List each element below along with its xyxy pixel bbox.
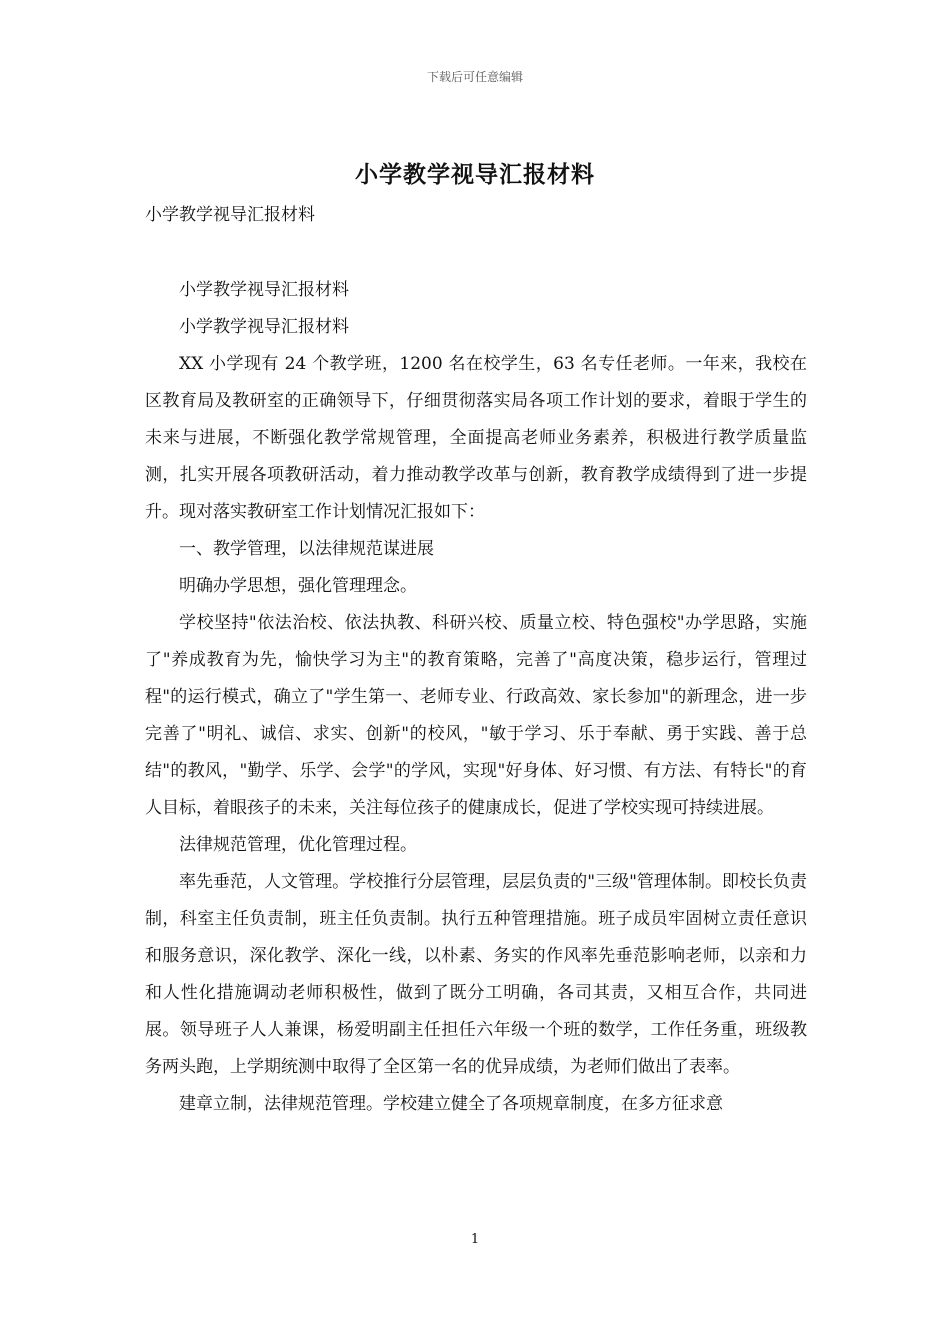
document-body [145, 272, 807, 1123]
section-heading: 一、教学管理，以法律规范谋进展 [179, 539, 434, 559]
header-note: 下载后可任意编辑 [426, 70, 523, 84]
page-number: 1 [470, 1232, 480, 1247]
sub-heading: 法律规范管理，优化管理过程。 [179, 835, 417, 855]
paragraph: 学校坚持"依法治校、依法执教、科研兴校、质量立校、特色强校"办学思路，实施了"养成教育为先，愉快学习为主"的教育策略，完善了"高度决策，稳步运行，管理过程"的运行模式，确立了"学生第一、老师专业、行政高效、家长参加"的新理念，进一步完善了"明礼、诚信、求实、创新"的校风，"敏于学习、乐于奉献、勇于实践、善于总结"的教风，"勤学、乐学、会学"的学风，实现"好身体、好习惯、有方法、有特长"的育人目标，着眼孩子的未来，关注每位孩子的健康成长，促进了学校实现可持续进展。 [145, 613, 807, 818]
paragraph: XX 小学现有 24 个教学班，1200 名在校学生，63 名专任老师。一年来，我校在区教育局及教研室的正确领导下，仔细贯彻落实局各项工作计划的要求，着眼于学生的未来与进展，不断强化教学常规管理，全面提高老师业务素养，积极进行教学质量监测，扎实开展各项教研活动，着力推动教学改革与创新，教育教学成绩得到了进一步提升。现对落实教研室工作计划情况汇报如下： [145, 354, 807, 522]
paragraph: 率先垂范，人文管理。学校推行分层管理，层层负责的"三级"管理体制。即校长负责制，科室主任负责制，班主任负责制。执行五种管理措施。班子成员牢固树立责任意识和服务意识，深化教学、深化一线，以朴素、务实的作风率先垂范影响老师，以亲和力和人性化措施调动老师积极性，做到了既分工明确，各司其责，又相互合作，共同进展。领导班子人人兼课，杨爱明副主任担任六年级一个班的数学，工作任务重，班级教务两头跑，上学期统测中取得了全区第一名的优异成绩，为老师们做出了表率。 [145, 872, 807, 1077]
paragraph: 小学教学视导汇报材料 [179, 317, 349, 337]
paragraph: 建章立制，法律规范管理。学校建立健全了各项规章制度，在多方征求意 [179, 1094, 723, 1114]
sub-heading: 明确办学思想，强化管理理念。 [179, 576, 417, 596]
document-subtitle: 小学教学视导汇报材料 [145, 205, 315, 225]
paragraph: 小学教学视导汇报材料 [179, 280, 349, 300]
document-title: 小学教学视导汇报材料 [355, 161, 595, 188]
